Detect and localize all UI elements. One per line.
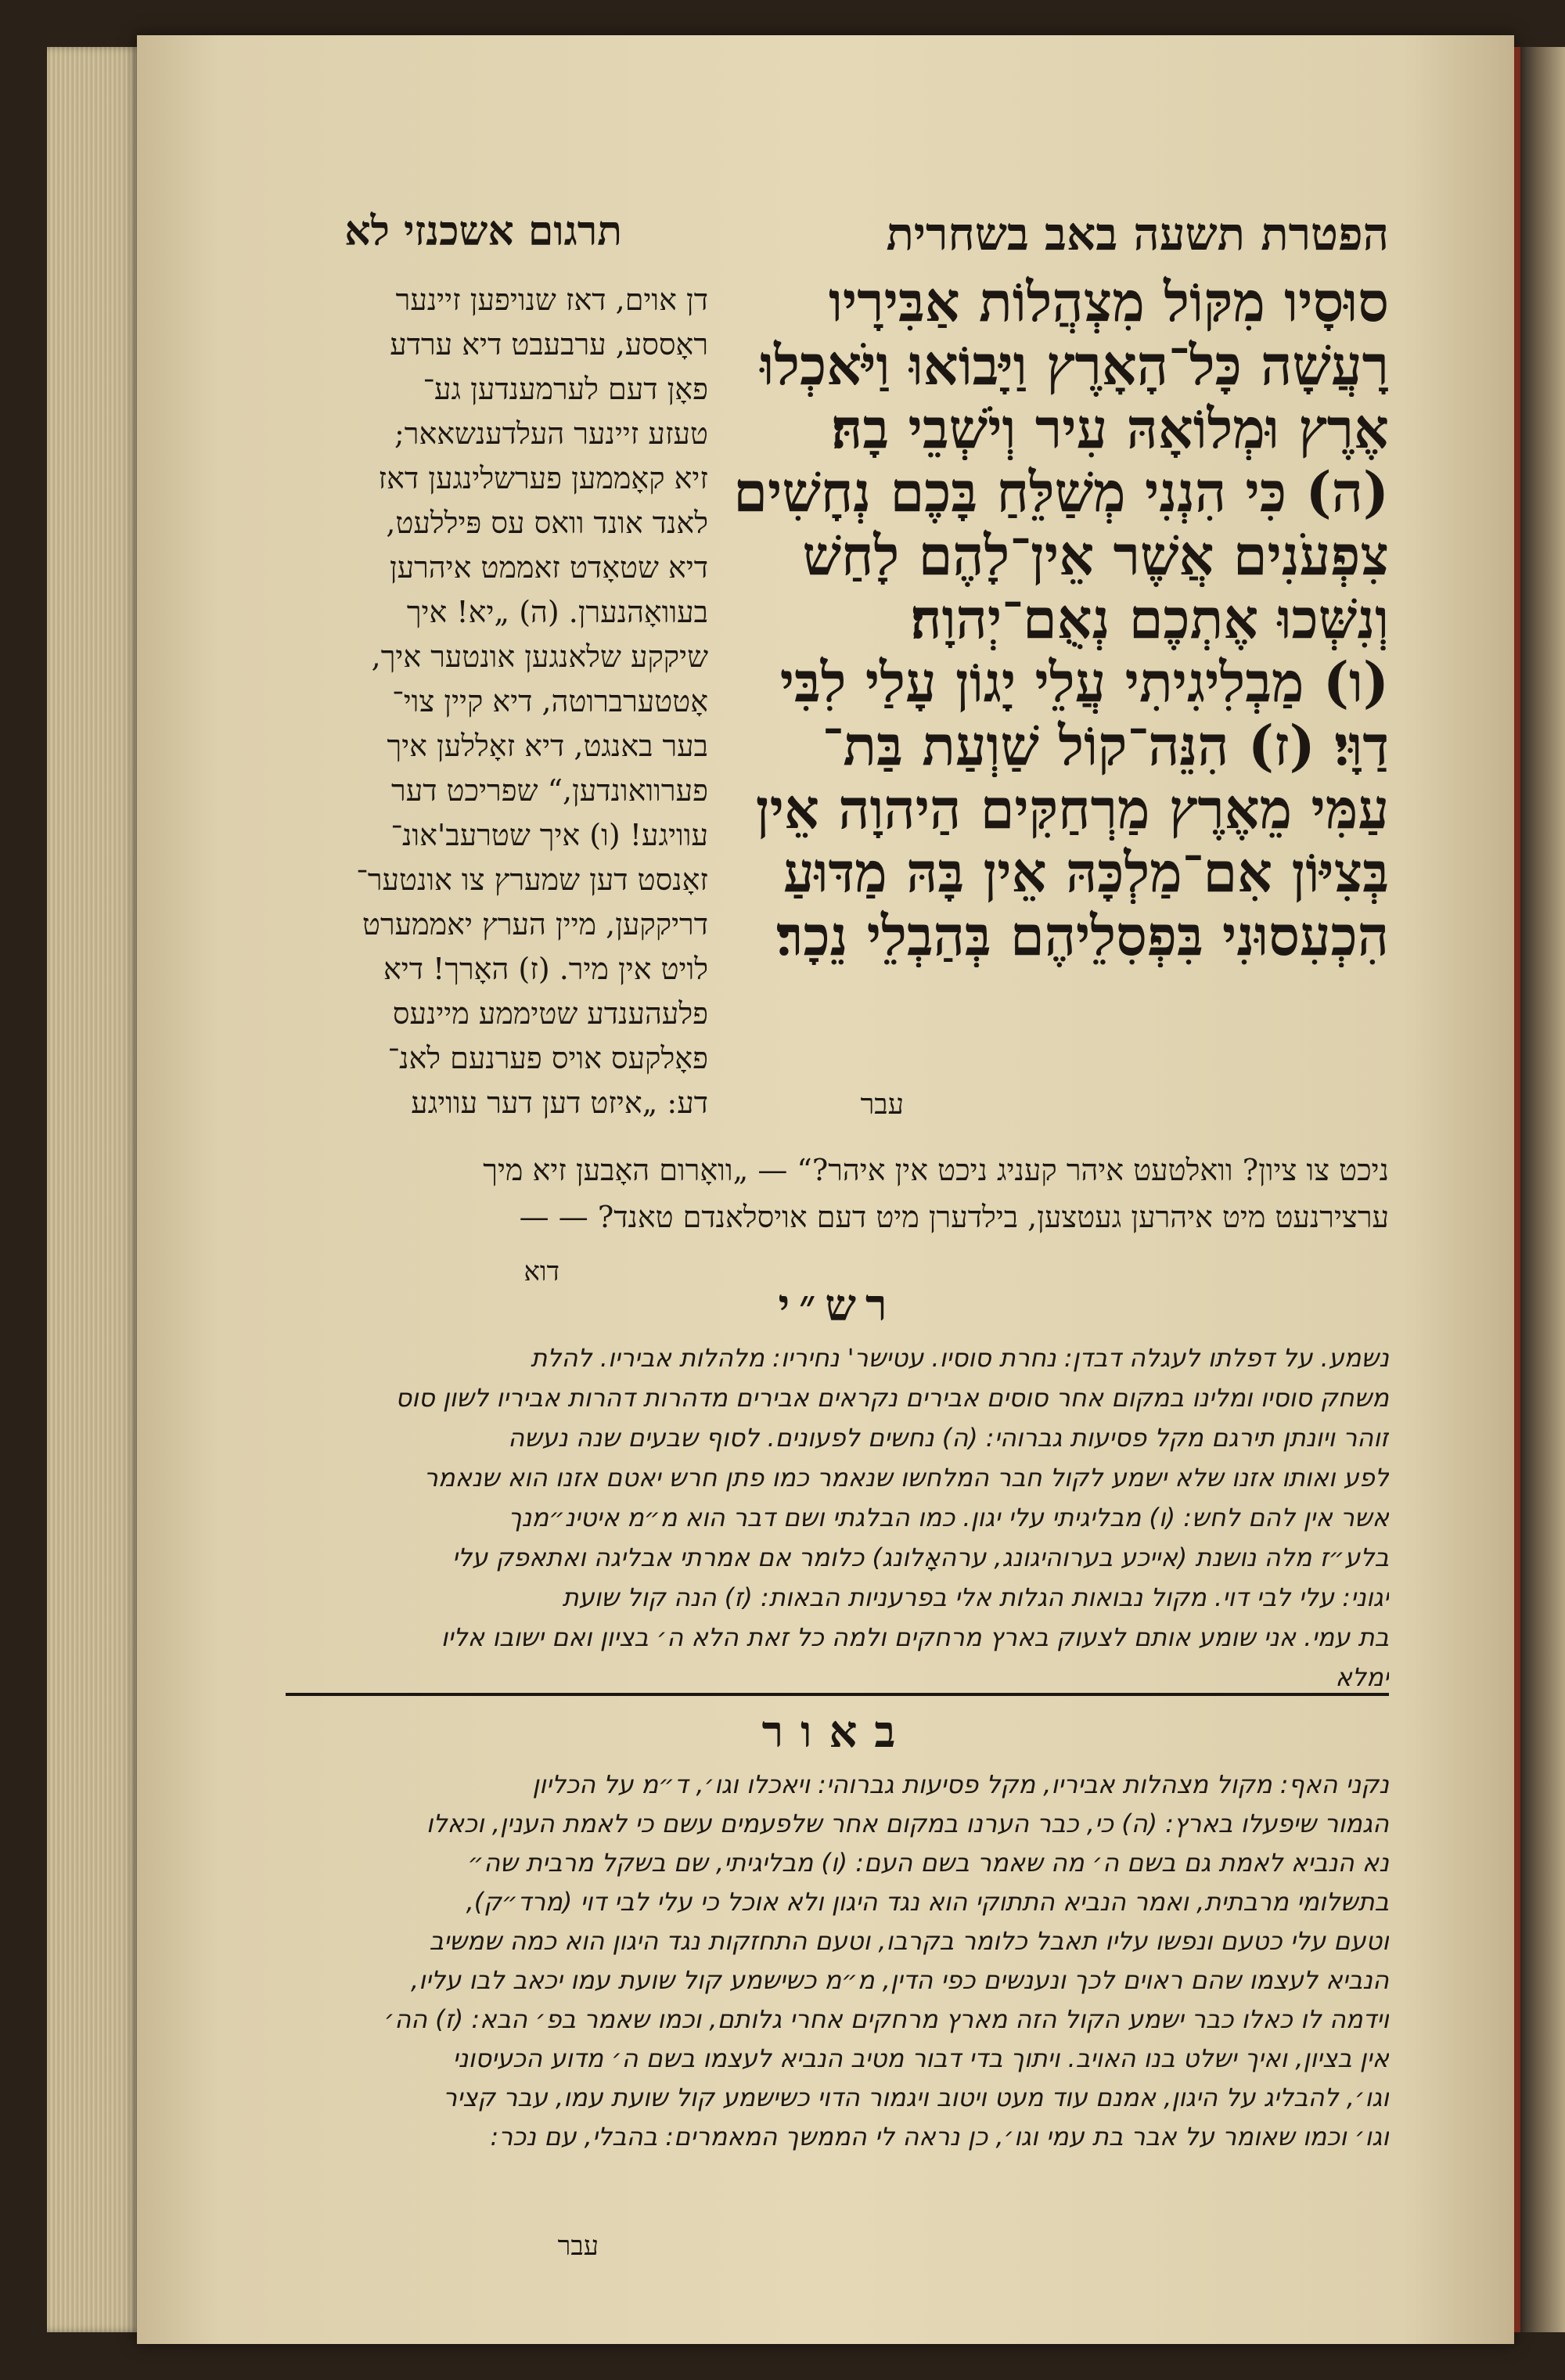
biur-commentary — [286, 1765, 1389, 2156]
targum-line: דיא שטאָדט זאממט איהרען — [389, 550, 708, 585]
biur-line: וטעם עלי כטעם ונפשו עליו תאבל כלומר בקרבו, וטעם התחזקות נגד היגון הוא כמה שמשיב — [429, 1926, 1389, 1956]
biur-catchword: עבר — [557, 2231, 599, 2262]
targum-line: עוויגע! (ו) איך שטרעב'אונ־ — [390, 818, 708, 852]
bookmark-ribbon — [1514, 47, 1520, 2332]
targum-line: זאָנסט דען שמערץ צו אונטער־ — [356, 862, 708, 897]
biur-line: הגמור שיפעלו בארץ: (ה) כי, כבר הערנו במקום אחר שלפעמים עשם כי לאמת הענין, וכאלו — [426, 1809, 1389, 1838]
rashi-line: זוהר ויונתן תירגם מקל פסיעות גברוהי: (ה) נחשים לפעונים. לסוף שבעים שנה נעשה — [508, 1423, 1389, 1453]
targum-line: שיקקע שלאנגען אונטער איך, — [371, 639, 708, 674]
targum-line: פלעהענדע שטיממע מיינעס — [392, 996, 708, 1031]
page-header — [286, 207, 1389, 270]
main-text-line: סוּסָיו מִקּוֹל מִצְהֲלוֹת אַבִּירָיו — [829, 270, 1389, 333]
rashi-line: ימלא — [1335, 1662, 1389, 1692]
main-hebrew-text — [732, 270, 1389, 1084]
main-text-line: בְּצִיּוֹן אִם־מַלְכָּהּ אֵין בָּהּ מַדּוּעַ — [783, 841, 1389, 904]
biur-line: וגו׳ וכמו שאומר על אבר בת עמי וגו׳, כן נראה לי הממשך המאמרים: בהבלי, עם נכר: — [490, 2122, 1389, 2151]
targum-column — [286, 278, 708, 1154]
continuation-line: ערצירנעט מיט איהרען געטצען, בילדערן מיט דעם אויסלאנדם טאנד? — — — [519, 1200, 1389, 1234]
main-text-line: (ו) מַבְלִיגִיתִי עֲלֵי יָגוֹן עָלַי לִבִּי — [779, 650, 1389, 714]
main-catchword: עבר — [860, 1089, 904, 1121]
main-text-line: וְנִשְּׁכוּ אֶתְכֶם נְאֻם־יְהוָה׃ — [910, 587, 1389, 650]
targum-line: פאָלקעס אויס פערנעם לאנ־ — [387, 1041, 708, 1075]
rashi-line: בלע״ז מלה נושנת (אייכע בערוהיגונג, ערהאָלונג) כלומר אם אמרתי אבליגה ואתאפק עלי — [452, 1543, 1389, 1572]
targum-line: פאָן דעם לערמענדען גע־ — [423, 372, 708, 406]
biur-heading: באור — [761, 1706, 913, 1758]
targum-line: דריקקען, מיין הערץ יאממערט — [362, 907, 708, 942]
rashi-line: משחק סוסיו ומלינו במקום אחר סוסים אבירים נקראים אבירים מדהרות דהרות אביריו לשון סוס — [395, 1383, 1389, 1413]
rashi-line: בת עמי. אני שומע אותם לצעוק בארץ מרחקים ולמה כל זאת הלא ה׳ בציון ואם ישובו אליו — [441, 1622, 1389, 1652]
rashi-line: אשר אין להם לחש: (ו) מבליגיתי עלי יגון. כמו הבלגתי ושם דבר הוא מ״מ איטינ״מנך — [508, 1503, 1389, 1532]
main-text-line: עַמִּי מֵאֶרֶץ מַרְחַקִּים הַיהוָה אֵין — [755, 777, 1389, 841]
book-page — [137, 35, 1514, 2344]
biur-line: הנביא לעצמו שהם ראוים לכך ונענשים כפי הדין, מ״מ כשישמע קול שועת עמו יכאב לבו עליו, — [410, 1965, 1389, 1995]
main-text-line: צִפְעֹנִים אֲשֶׁר אֵין־לָהֶם לָחַשׁ — [802, 524, 1389, 587]
continuation-catchword: דוא — [523, 1256, 559, 1287]
book-page-edges — [47, 47, 141, 2332]
main-text-line: (ה) כִּי הִנְנִי מְשַׁלֵּחַ בָּכֶם נְחָשִׁים — [733, 460, 1389, 524]
targum-line: אָטטערברוטה, דיא קיין צוי־ — [392, 684, 708, 718]
rashi-line: יגוני: עלי לבי דוי. מקול נבואות הגלות אלי בפרעניות הבאות: (ז) הנה קול שועת — [562, 1582, 1389, 1612]
targum-header: תרגום אשכנזי לא — [344, 207, 622, 255]
biur-line: נקני האף: מקול מצהלות אביריו, מקל פסיעות גברוהי: ויאכלו וגו׳, ד״מ על הכליון — [532, 1770, 1389, 1799]
targum-line: ראָססע, ערבעבט דיא ערדע — [390, 327, 708, 362]
targum-line: זיא קאָממען פערשלינגען דאז — [378, 461, 708, 495]
rashi-line: לפע ואותו אזנו שלא ישמע לקול חבר המלחשו שנאמר כמו פתן חרש יאטם אזנו הוא שנאמר — [423, 1463, 1389, 1492]
continuation-line: ניכט צו ציון? וואלטעט איהר קעניג ניכט אין איהר?“ — „וואָרום האָבען זיא מיך — [483, 1153, 1389, 1187]
biur-line: וגו׳, להבליג על היגון, אמנם עוד מעט ויטוב ויגמור הדוי כשישמע קול שועת עמו, עבר קציר — [443, 2083, 1389, 2112]
targum-line: לויט אין מיר. (ז) האָרך! דיא — [383, 952, 708, 986]
main-text-line: אֶרֶץ וּמְלוֹאָהּ עִיר וְיֹשְׁבֵי בָהּ׃ — [831, 397, 1389, 460]
targum-line: בעוואָהנערן. (ה) „יא! איך — [406, 595, 708, 629]
rashi-commentary — [286, 1338, 1389, 1698]
rashi-line: נשמע. על דפלתו לעגלה דבדן: נחרת סוסיו. עטישר' נחיריו: מלהלות אביריו. להלת — [531, 1343, 1389, 1373]
main-text-line: הִכְעִסוּנִי בִּפְסִלֵיהֶם בְּהַבְלֵי נֵכָר׃ — [776, 904, 1389, 967]
biur-line: וידמה לו כאלו כבר ישמע הקול הזה מארץ מרחקים אחרי גלותם, וכמו שאמר בפ׳ הבא: (ז) הה׳ — [383, 2004, 1389, 2034]
facing-page-edge — [1518, 47, 1565, 2332]
section-divider — [286, 1693, 1389, 1696]
biur-line: בתשלומי מרבתית, ואמר הנביא התתוקי הוא נגד היגון ולא אוכל כי עלי לבי דוי (מרד״ק), — [466, 1887, 1389, 1917]
haftarah-header: הפטרת תשעה באב בשחרית — [886, 207, 1389, 261]
biur-line: אין בציון, ואיך ישלט בנו האויב. ויתוך בדי דבור מטיב הנביא לעצמו בשם ה׳ מדוע הכעיסוני — [452, 2043, 1389, 2073]
main-text-line: דַוָּי׃ (ז) הִנֵּה־קוֹל שַׁוְעַת בַּת־ — [822, 714, 1389, 777]
targum-line: טעזע זיינער העלדענשאאר; — [394, 416, 708, 451]
biur-line: נא הנביא לאמת גם בשם ה׳ מה שאמר בשם העם: (ו) מבליגיתי, שם בשקל מרבית שה״ — [467, 1848, 1389, 1878]
targum-line: פערוואונדען,“ שפריכט דער — [391, 773, 708, 808]
targum-line: לאנד אונד וואס עס פּיללעט, — [386, 506, 708, 540]
targum-continuation — [286, 1147, 1389, 1240]
targum-line: דע: „איזט דען דער עוויגע — [411, 1086, 708, 1120]
main-text-line: רָעֲשָׁה כָּל־הָאָרֶץ וַיָּבוֹאוּ וַיֹּאכְלוּ — [760, 333, 1389, 397]
targum-line: דן אוים, דאז שנויפען זיינער — [395, 283, 708, 317]
targum-line: בער באנגט, דיא זאָללען איך — [387, 729, 708, 763]
rashi-heading: רש״י — [778, 1280, 897, 1331]
